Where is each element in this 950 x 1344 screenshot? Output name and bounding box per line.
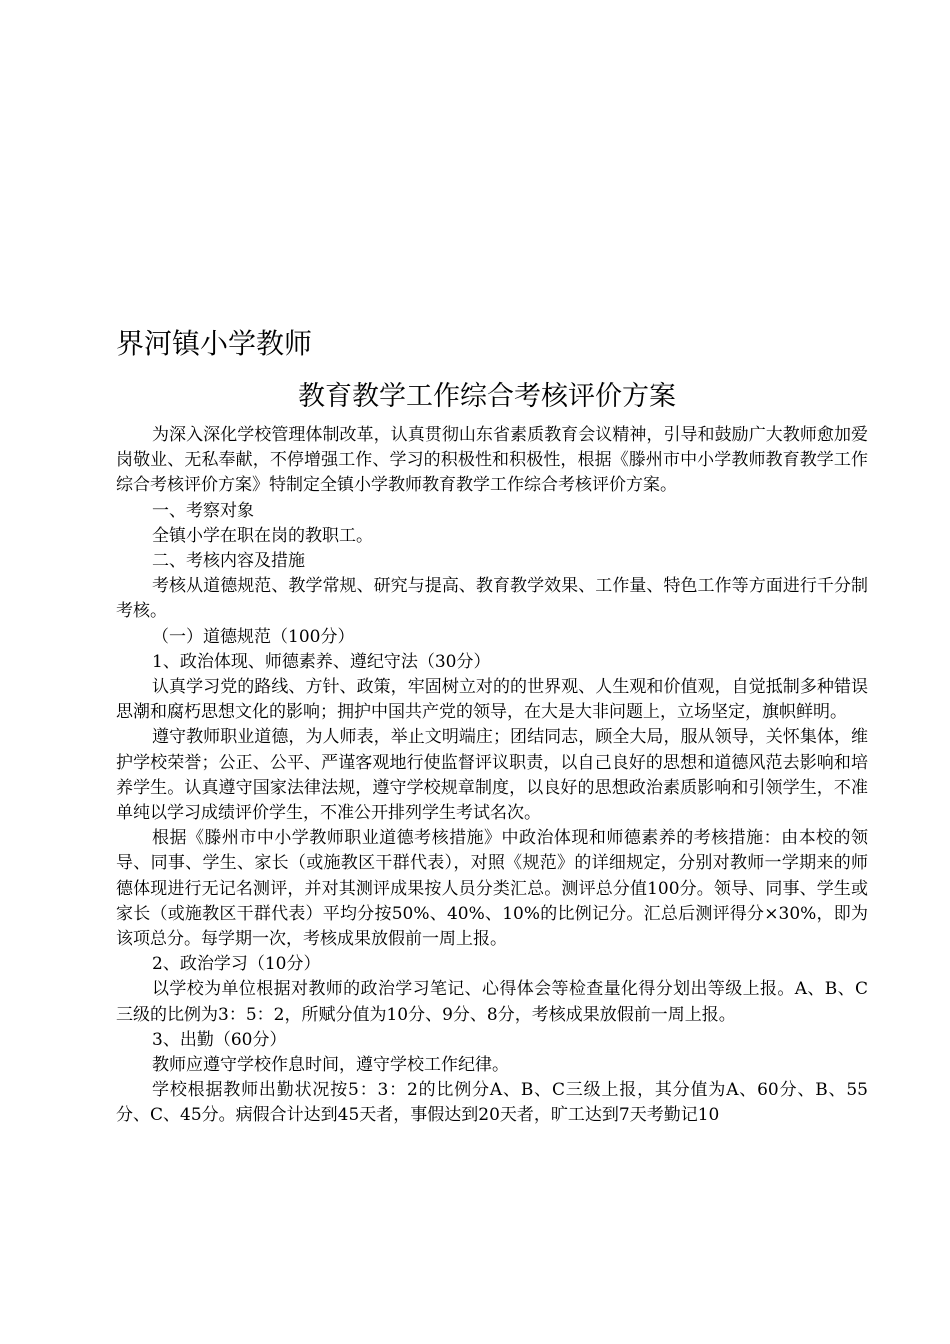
paragraph-intro: 为深入深化学校管理体制改革，认真贯彻山东省素质教育会议精神，引导和鼓励广大教师愈加爱岗敬业、无私奉献，不停增强工作、学习的积极性和积极性，根据《滕州市中小学教师教育教学工作综合考核评价方案》特制定全镇小学教师教育教学工作综合考核评价方案。 — [116, 425, 868, 496]
paragraph: 根据《滕州市中小学教师职业道德考核措施》中政治体现和师德素养的考核措施：由本校的领导、同事、学生、家长（或施教区干群代表），对照《规范》的详细规定，分别对教师一学期来的师德体现进行无记名测评，并对其测评成果按人员分类汇总。测评总分值100分。领导、同事、学生或家长（或施教区干群代表）平均分按50%、40%、10%的比例记分。汇总后测评得分×30%，即为该项总分。每学期一次，考核成果放假前一周上报。 — [116, 828, 868, 950]
document-title-line2: 教育教学工作综合考核评价方案 — [298, 381, 676, 412]
subsection-heading: （一）道德规范（100分） — [152, 626, 355, 647]
paragraph: 教师应遵守学校作息时间，遵守学校工作纪律。 — [152, 1055, 509, 1076]
document-title-line1: 界河镇小学教师 — [116, 327, 313, 360]
paragraph: 考核从道德规范、教学常规、研究与提高、教育教学效果、工作量、特色工作等方面进行千分制考核。 — [116, 576, 868, 622]
paragraph: 以学校为单位根据对教师的政治学习笔记、心得体会等检查量化得分划出等级上报。A、B、C三级的比例为3：5：2，所赋分值为10分、9分、8分，考核成果放假前一周上报。 — [116, 979, 868, 1025]
item-heading-1: 1、政治体现、师德素养、遵纪守法（30分） — [152, 651, 491, 672]
paragraph: 全镇小学在职在岗的教职工。 — [152, 525, 373, 546]
section-heading-1: 一、考察对象 — [152, 500, 254, 521]
paragraph: 学校根据教师出勤状况按5：3：2的比例分A、B、C三级上报，其分值为A、60分、B、55分、C、45分。病假合计达到45天者，事假达到20天者，旷工达到7天考勤记10 — [116, 1080, 868, 1126]
paragraph: 遵守教师职业道德，为人师表，举止文明端庄；团结同志，顾全大局，服从领导，关怀集体，维护学校荣誉；公正、公平、严谨客观地行使监督评议职责，以自己良好的思想和道德风范去影响和培养学生。认真遵守国家法律法规，遵守学校规章制度，以良好的思想政治素质影响和引领学生，不准单纯以学习成绩评价学生，不准公开排列学生考试名次。 — [116, 727, 868, 824]
document-body — [116, 423, 868, 1129]
section-heading-2: 二、考核内容及措施 — [152, 551, 305, 572]
item-heading-2: 2、政治学习（10分） — [152, 954, 321, 975]
item-heading-3: 3、出勤（60分） — [152, 1029, 287, 1050]
paragraph: 认真学习党的路线、方针、政策，牢固树立对的的世界观、人生观和价值观，自觉抵制多种错误思潮和腐朽思想文化的影响；拥护中国共产党的领导，在大是大非问题上，立场坚定，旗帜鲜明。 — [116, 677, 868, 723]
